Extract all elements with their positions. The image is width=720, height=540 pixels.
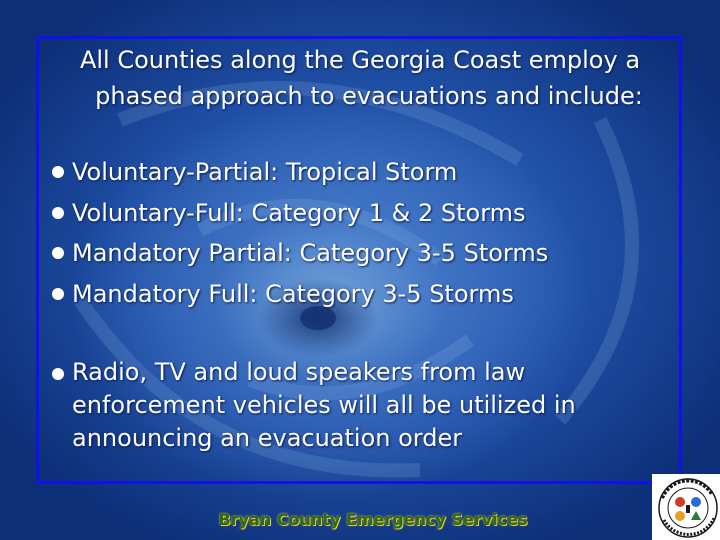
county-seal-logo xyxy=(652,474,720,540)
announcement-text: Radio, TV and loud speakers from law enforcement vehicles will all be utilized in announcing an evacuation order xyxy=(72,358,576,452)
announcement-paragraph xyxy=(52,356,612,455)
bullet-icon xyxy=(52,166,64,178)
heading-line-1: All Counties along the Georgia Coast employ a xyxy=(79,46,641,74)
bullet-icon xyxy=(52,247,64,259)
bullet-icon xyxy=(52,207,64,219)
list-item: Mandatory Partial: Category 3-5 Storms xyxy=(52,233,548,274)
heading-line-2: phased approach to evacuations and include: xyxy=(95,82,643,110)
evacuation-phase-list xyxy=(52,152,548,314)
footer-org-name: Bryan County Emergency Services xyxy=(218,510,528,529)
slide-heading xyxy=(40,42,680,114)
bullet-icon xyxy=(52,368,64,380)
list-item: Voluntary-Full: Category 1 & 2 Storms xyxy=(52,193,548,234)
list-item: Voluntary-Partial: Tropical Storm xyxy=(52,152,548,193)
bullet-icon xyxy=(52,288,64,300)
list-item: Mandatory Full: Category 3-5 Storms xyxy=(52,274,548,315)
